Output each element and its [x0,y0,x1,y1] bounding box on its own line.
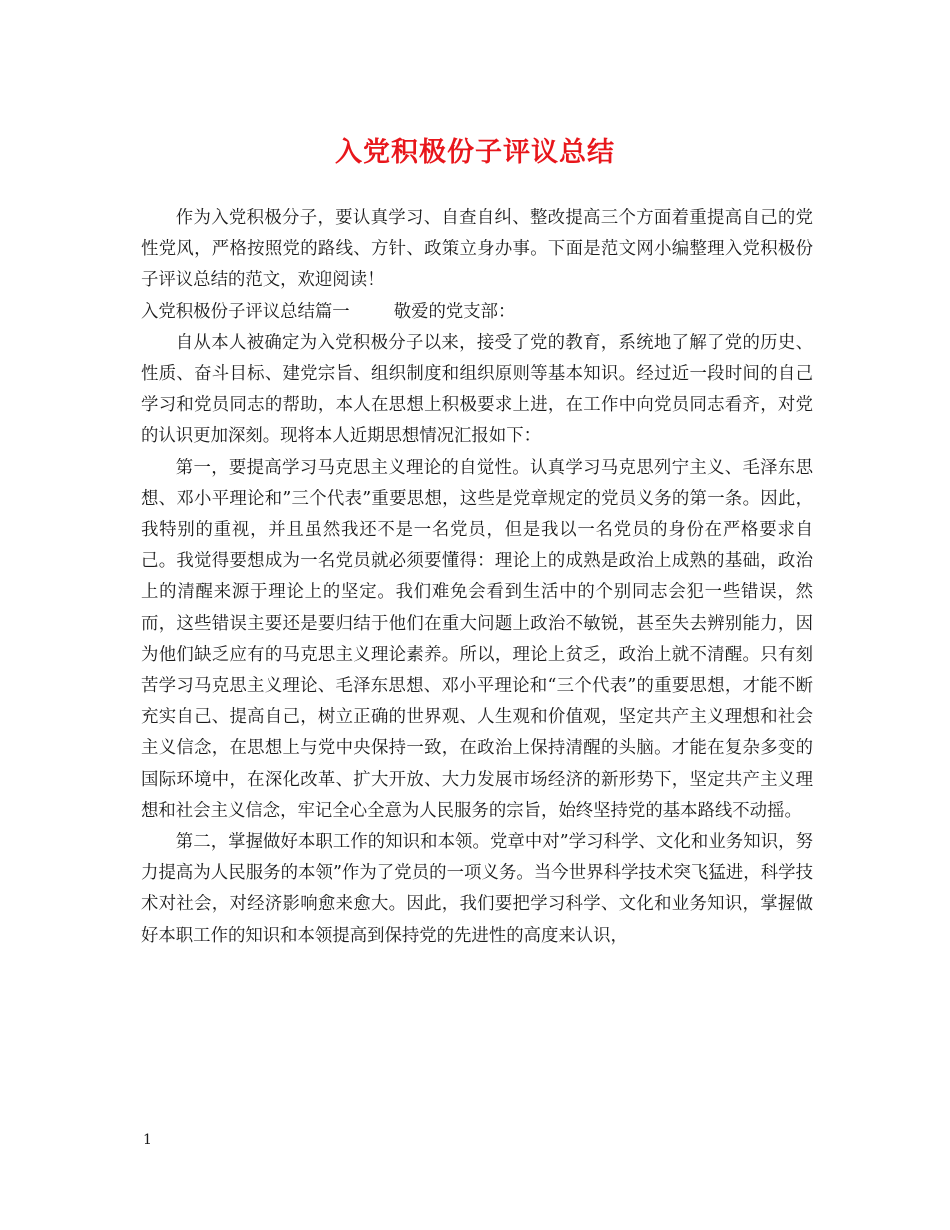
intro-paragraph: 作为入党积极分子，要认真学习、自查自纠、整改提高三个方面着重提高自己的党性党风，严格按照党的路线、方针、政策立身办事。下面是范文网小编整理入党积极份子评议总结的范文，欢迎阅读！ [141,208,813,291]
body-paragraph-3: 第二，掌握做好本职工作的知识和本领。党章中对”学习科学、文化和业务知识，努力提高为人民服务的本领”作为了党员的一项义务。当今世界科学技术突飞猛进，科学技术对社会，对经济影响愈来愈大。因此，我们要把学习科学、文化和业务知识，掌握做好本职工作的知识和本领提高到保持党的先进性的高度来认识， [141,832,813,946]
body-paragraph-2: 第一，要提高学习马克思主义理论的自觉性。认真学习马克思列宁主义、毛泽东思想、邓小平理论和”三个代表”重要思想，这些是党章规定的党员义务的第一条。因此，我特别的重视，并且虽然我还不是一名党员，但是我以一名党员的身份在严格要求自己。我觉得要想成为一名党员就必须要懂得：理论上的成熟是政治上成熟的基础，政治上的清醒来源于理论上的坚定。我们难免会看到生活中的个别同志会犯一些错误，然而，这些错误主要还是要归结于他们在重大问题上政治不敏锐，甚至失去辨别能力，因为他们缺乏应有的马克思主义理论素养。所以，理论上贫乏，政治上就不清醒。只有刻苦学习马克思主义理论、毛泽东思想、邓小平理论和“三个代表”的重要思想，才能不断充实自己、提高自己，树立正确的世界观、人生观和价值观，坚定共产主义理想和社会主义信念，在思想上与党中央保持一致，在政治上保持清醒的头脑。才能在复杂多变的国际环境中，在深化改革、扩大开放、大力发展市场经济的新形势下，坚定共产主义理想和社会主义信念，牢记全心全意为人民服务的宗旨，始终坚持党的基本路线不动摇。 [141,457,813,821]
salutation: 敬爱的党支部： [393,301,516,322]
document-body [141,203,813,952]
body-paragraph-1: 自从本人被确定为入党积极分子以来，接受了党的教育，系统地了解了党的历史、性质、奋斗目标、建党宗旨、组织制度和组织原则等基本知识。经过近一段时间的自己学习和党员同志的帮助，本人在思想上积极要求上进，在工作中向党员同志看齐，对党的认识更加深刻。现将本人近期思想情况汇报如下： [141,332,813,447]
page-number: 1 [143,1132,152,1148]
section-heading: 入党积极份子评议总结篇一 [141,301,350,322]
document-title: 入党积极份子评议总结 [335,137,615,168]
section-heading-line [141,297,813,328]
